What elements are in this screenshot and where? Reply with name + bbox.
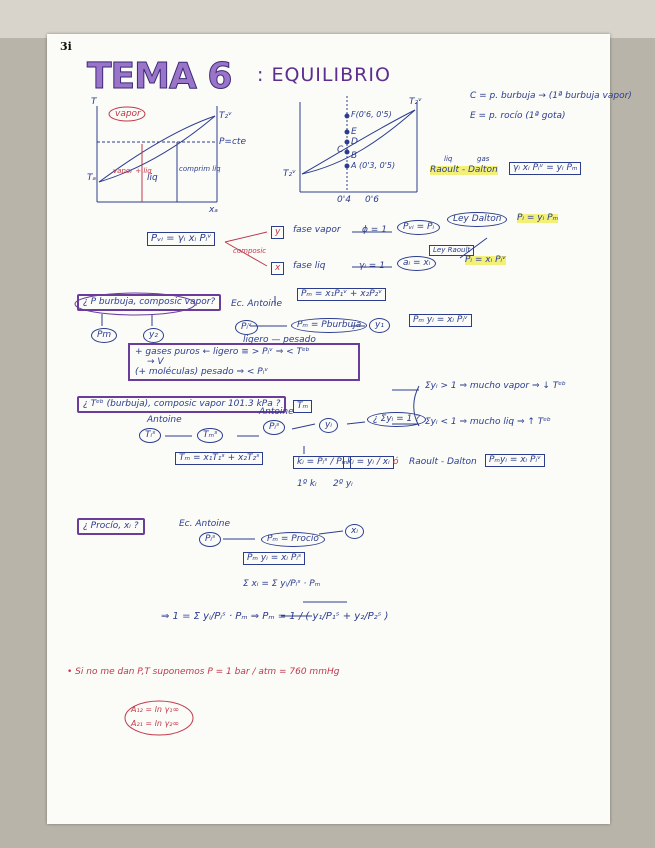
section1-pm: Pm xyxy=(91,328,117,343)
footnote-a12: A₁₂ = ln γ₁∞ xyxy=(131,705,180,714)
eq-ley-raoult: Ley Raoult xyxy=(429,245,474,256)
page-title: TEMA 6 xyxy=(87,56,232,97)
diagram2-point-e: E xyxy=(351,127,357,137)
corner-mark: 3i xyxy=(60,40,72,53)
section2-tm-sum: Tₘ = x₁T₁ˢ + x₂T₂ˢ xyxy=(175,452,263,465)
diagram1-mix-label: vapor + liq xyxy=(113,167,152,175)
section1-ec-antoine: Ec. Antoine xyxy=(231,299,282,309)
section3-final: ⇒ 1 = Σ yᵢ/Pᵢˢ · Pₘ ⇒ Pₘ = 1 / ( y₁/P₁ˢ + y₂/P₂ˢ ) xyxy=(161,611,389,622)
diagram1-t-axis-label: T xyxy=(91,97,97,107)
section2-sum-small: Σyᵢ < 1 ⇒ mucho liq ⇒ ↑ Tᵉᵇ xyxy=(425,417,551,427)
section2-antoine-2: Antoine xyxy=(259,407,294,417)
diagram2-bottom-left: T₂ᵛ xyxy=(283,169,296,179)
section2-pi-s: Pᵢˢ xyxy=(263,420,285,435)
section2-raoult: Raoult - Dalton xyxy=(409,457,477,467)
eq-gamma-one: γᵢ = 1 xyxy=(359,261,385,271)
eq-pvi-pi: Pᵥᵢ = Pᵢ xyxy=(397,220,440,235)
section1-line-b: → V xyxy=(147,357,164,367)
eq-ley-dalton: Ley Dalton xyxy=(447,212,507,227)
section3-pm-yi: Pₘ yᵢ = xᵢ Pᵢˢ xyxy=(243,552,305,565)
section1-ligero-pesado: ligero — pesado xyxy=(243,335,316,345)
section3-pi-s: Pᵢˢ xyxy=(199,532,221,547)
eq-fase-liq: fase liq xyxy=(293,261,326,271)
diagram1-pcte-label: P=cte xyxy=(219,137,246,147)
eq-phi: ϕ = 1 xyxy=(362,225,387,235)
eq-fase-vapor: fase vapor xyxy=(293,225,341,235)
desk-background xyxy=(0,0,655,38)
def-liq-word: liq xyxy=(444,155,453,163)
eq-y-box: y xyxy=(271,226,284,239)
section2-second-yi: 2º yᵢ xyxy=(333,479,353,489)
section2-sum-question: ¿ Σyᵢ = 1 ? xyxy=(367,412,426,427)
section3-sum-x: Σ xᵢ = Σ yᵢ/Pᵢˢ · Pₘ xyxy=(243,579,321,589)
notebook-page xyxy=(47,34,632,824)
section2-antoine: Antoine xyxy=(147,415,182,425)
diagram2-tick-2: 0'6 xyxy=(365,195,379,205)
section3-question: ¿ Procío, xᵢ ? xyxy=(77,518,145,535)
section3-xi: xᵢ xyxy=(345,524,364,539)
section3-pm-procio: Pₘ = Procío xyxy=(261,532,325,547)
diagram1-t0-label: Tₐ xyxy=(87,173,97,183)
diagram1-t1-label: T₂ᵛ xyxy=(219,111,232,121)
section2-ki-b: kᵢ = yᵢ / xᵢ xyxy=(343,456,394,469)
diagram2-point-b: B xyxy=(351,151,358,161)
diagram2-t-label: T₂ᵛ xyxy=(409,97,422,107)
eq-pi-yipm: Pᵢ = yᵢ Pₘ xyxy=(517,213,559,223)
diagram2-tick-1: 0'4 xyxy=(337,195,351,205)
section3-ec-antoine: Ec. Antoine xyxy=(179,519,230,529)
section1-pm-sum: Pₘ = x₁P₁ᵛ + x₂P₂ᵛ xyxy=(297,288,386,301)
page-subtitle: : EQUILIBRIO xyxy=(257,64,391,86)
section1-y2: y₂ xyxy=(143,328,164,343)
section1-y1: y₁ xyxy=(369,318,390,333)
def-c-line: C = p. burbuja → (1ª burbuja vapor) xyxy=(470,91,632,101)
diagram2-top-label: F(0'6, 0'5) xyxy=(351,110,392,119)
eq-compos-label: composic xyxy=(233,247,267,255)
section1-pi-v: Pᵢᵛ xyxy=(235,320,258,335)
section2-first-ki: 1º kᵢ xyxy=(297,479,317,489)
section1-pm-yi: Pₘ yᵢ = xᵢ Pᵢᵛ xyxy=(409,314,472,327)
section1-pm-pburbuja: Pₘ = Pburbuja xyxy=(291,318,367,333)
footnote-text: • Si no me dan P,T suponemos P = 1 bar / atm = 760 mmHg xyxy=(67,667,340,677)
diagram1-liq-label: liq xyxy=(147,173,158,183)
diagram1-compr-label: comprim liq xyxy=(179,165,221,173)
section2-ti: Tᵢˢ xyxy=(139,428,161,443)
eq-pi-xipi: Pᵢ = xᵢ Pᵢᵛ xyxy=(465,255,506,265)
def-raoult-label: Raoult - Dalton xyxy=(430,165,498,175)
section2-o: ó xyxy=(393,457,399,467)
diagram2-point-d: D xyxy=(351,137,358,147)
diagram2-point-c: C xyxy=(337,145,344,155)
def-raoult-eq: γᵢ xᵢ Pᵢᵛ = yᵢ Pₘ xyxy=(509,162,581,175)
section2-tm-circle: Tₘˢ xyxy=(197,428,223,443)
section2-ki-a: kᵢ = Pᵢˢ / Pₘ xyxy=(293,456,351,469)
section2-yi-circle: yᵢ xyxy=(319,418,338,433)
section2-raoult-eq: Pₘyᵢ = xᵢ Pᵢᵛ xyxy=(485,454,545,467)
section1-question: ¿ P burbuja, composic vapor? xyxy=(77,294,221,311)
section1-line-c: (+ moléculas) pesado ⇒ < Pᵢᵛ xyxy=(135,367,269,377)
section1-line-a: + gases puros ← ligero ≡ > Pᵢᵛ ⇒ < Tᵉᵇ xyxy=(135,347,310,357)
diagram1-x-label: xₐ xyxy=(209,205,218,215)
diagram1-vapor-label: vapor xyxy=(115,109,141,119)
section2-question: ¿ Tᵉᵇ (burbuja), composic vapor 101.3 kPa ? xyxy=(77,396,286,413)
eq-main: Pᵥᵢ = γᵢ xᵢ Pᵢᵛ xyxy=(147,232,215,246)
def-gas-word: gas xyxy=(477,155,490,163)
footnote-a21: A₂₁ = ln γ₂∞ xyxy=(131,719,180,728)
def-e-line: E = p. rocío (1ª gota) xyxy=(470,111,566,121)
diagram2-point-a: A (0'3, 0'5) xyxy=(351,161,396,170)
eq-ai-xi: aᵢ = xᵢ xyxy=(397,256,436,271)
section2-sum-big: Σyᵢ > 1 ⇒ mucho vapor ⇒ ↓ Tᵉᵇ xyxy=(425,381,566,391)
eq-x-box: x xyxy=(271,262,284,275)
section2-tm: Tₘ xyxy=(293,400,312,413)
